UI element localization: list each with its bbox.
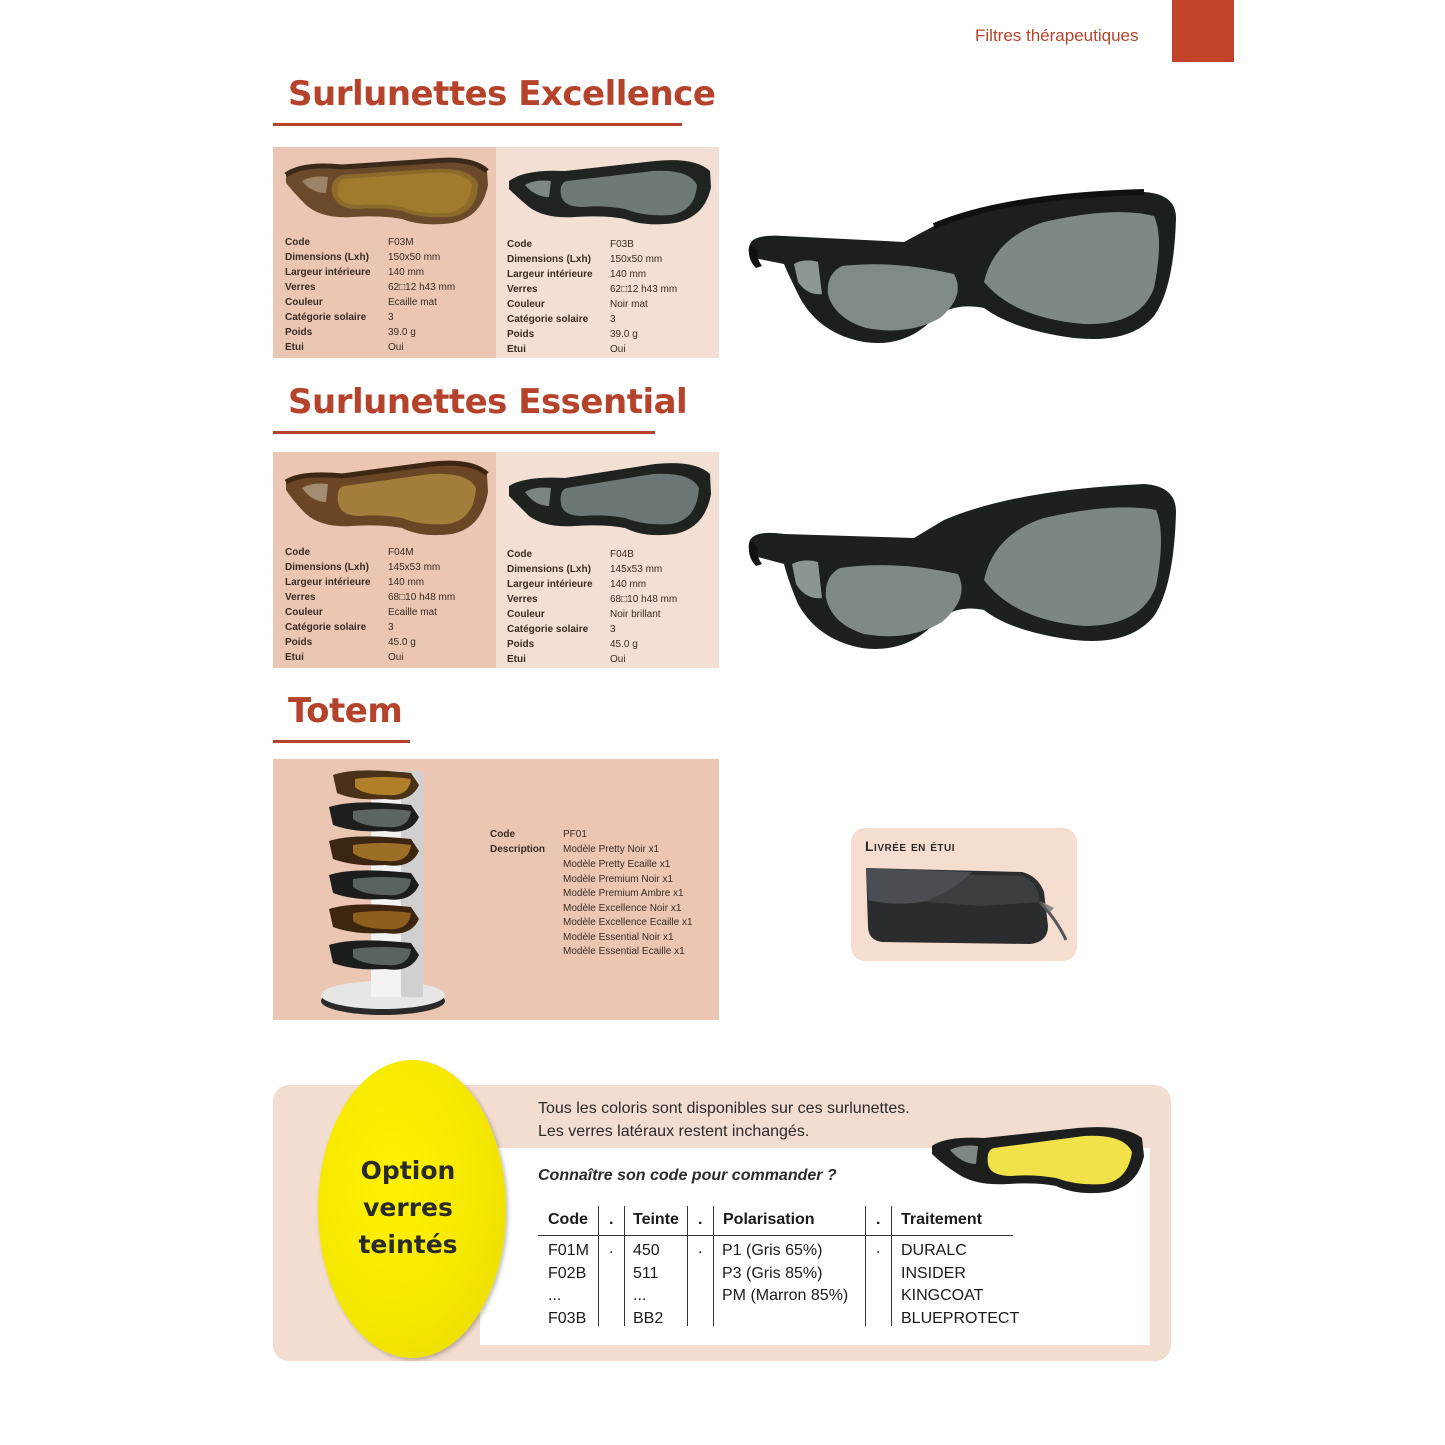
traitement-value: BLUEPROTECT <box>901 1310 1020 1328</box>
product-image-f03b <box>505 153 715 231</box>
spec-key: Verres <box>285 592 316 603</box>
case-image <box>862 862 1070 952</box>
option-info-2: Les verres latéraux restent inchangés. <box>538 1123 810 1140</box>
spec-value: 145x53 mm <box>388 562 441 573</box>
table-divider <box>713 1206 714 1326</box>
totem-display-image <box>315 763 455 1018</box>
table-divider <box>891 1206 892 1326</box>
spec-key: Dimensions (Lxh) <box>285 252 369 263</box>
spec-value: Oui <box>610 344 626 355</box>
totem-title: Totem <box>288 691 403 731</box>
polarisation-value: PM (Marron 85%) <box>722 1287 849 1305</box>
spec-key: Largeur intérieure <box>507 269 593 280</box>
product-photo-essential <box>744 480 1184 660</box>
spec-key: Code <box>507 239 532 250</box>
code-value: F03B <box>548 1310 587 1328</box>
spec-value: 140 mm <box>610 579 647 590</box>
option-badge-line: Option <box>360 1156 456 1185</box>
spec-table-f04b <box>507 547 712 667</box>
excellence-title: Surlunettes Excellence <box>288 74 716 114</box>
totem-underline <box>273 740 410 743</box>
code-column <box>548 1240 589 1331</box>
spec-key: Verres <box>507 284 538 295</box>
product-image-f04m <box>282 458 492 540</box>
code-value: F01M <box>548 1242 589 1259</box>
totem-item: Modèle Excellence Noir x1 <box>563 902 682 914</box>
spec-key: Couleur <box>507 609 545 620</box>
row-separator-dot: . <box>609 1240 614 1257</box>
col-header-teinte: Teinte <box>633 1211 679 1228</box>
spec-value: 3 <box>610 624 616 635</box>
spec-key: Poids <box>285 637 313 648</box>
table-divider <box>865 1206 866 1326</box>
order-question: Connaître son code pour commander ? <box>538 1167 837 1184</box>
spec-key: Poids <box>285 327 313 338</box>
spec-table-f04m <box>285 545 490 665</box>
polarisation-column <box>722 1240 848 1308</box>
row-separator-dot: . <box>876 1240 881 1257</box>
section-header: Filtres thérapeutiques <box>975 26 1139 45</box>
spec-value: 140 mm <box>388 577 425 588</box>
product-image-f04b <box>505 458 715 540</box>
option-badge-line: teintés <box>358 1230 458 1259</box>
spec-key: Verres <box>507 594 538 605</box>
totem-item: Modèle Pretty Ecaille x1 <box>563 859 671 870</box>
traitement-column <box>901 1240 1019 1331</box>
spec-value: 150x50 mm <box>388 252 441 263</box>
case-title: Livrée en étui <box>865 838 956 854</box>
totem-item: Modèle Essential Ecaille x1 <box>563 946 685 957</box>
totem-item: Modèle Premium Noir x1 <box>563 873 674 885</box>
totem-desc-label: Description <box>490 844 546 855</box>
option-badge-text <box>340 1152 476 1263</box>
spec-value: 45.0 g <box>610 639 638 650</box>
spec-key: Largeur intérieure <box>285 267 371 278</box>
spec-value: 68□10 h48 mm <box>388 592 456 603</box>
col-header-code: Code <box>548 1211 588 1228</box>
spec-value: 140 mm <box>388 267 425 278</box>
essential-title: Surlunettes Essential <box>288 382 688 422</box>
spec-value: Ecaille mat <box>388 297 437 308</box>
traitement-value: INSIDER <box>901 1264 966 1282</box>
spec-key: Catégorie solaire <box>285 312 367 323</box>
teinte-value: ... <box>633 1287 647 1305</box>
spec-key: Couleur <box>507 299 545 310</box>
header-tab <box>1172 0 1234 62</box>
teinte-column <box>633 1240 663 1331</box>
spec-value: 68□10 h48 mm <box>610 594 678 605</box>
spec-table-f03b <box>507 237 712 357</box>
totem-item: Modèle Pretty Noir x1 <box>563 844 660 855</box>
spec-value: 62□12 h43 mm <box>388 282 456 293</box>
spec-value: F04B <box>610 549 634 560</box>
spec-value: 3 <box>388 312 394 323</box>
spec-key: Largeur intérieure <box>507 579 593 590</box>
col-separator-dot: . <box>698 1211 703 1228</box>
totem-code-label: Code <box>490 829 515 840</box>
spec-key: Dimensions (Lxh) <box>507 564 591 575</box>
spec-value: F04M <box>388 547 414 558</box>
spec-value: 39.0 g <box>388 327 416 338</box>
essential-underline <box>273 431 655 434</box>
spec-key: Etui <box>507 654 526 665</box>
spec-value: 45.0 g <box>388 637 416 648</box>
spec-value: Oui <box>610 654 626 665</box>
col-header-polarisation: Polarisation <box>723 1211 815 1228</box>
totem-item: Modèle Essential Noir x1 <box>563 931 674 943</box>
spec-key: Etui <box>507 344 526 355</box>
totem-item: Modèle Excellence Ecaille x1 <box>563 917 693 928</box>
spec-value: 3 <box>610 314 616 325</box>
option-badge-line: verres <box>363 1193 453 1222</box>
spec-value: 62□12 h43 mm <box>610 284 678 295</box>
spec-value: Noir brillant <box>610 609 661 620</box>
code-value: ... <box>548 1287 562 1305</box>
spec-value: 150x50 mm <box>610 254 663 265</box>
spec-key: Couleur <box>285 297 323 308</box>
spec-key: Etui <box>285 342 304 353</box>
spec-value: F03B <box>610 239 634 250</box>
table-header-rule <box>538 1235 1013 1236</box>
col-header-traitement: Traitement <box>901 1211 982 1228</box>
spec-key: Code <box>507 549 532 560</box>
col-separator-dot: . <box>876 1211 881 1228</box>
table-divider <box>624 1206 625 1326</box>
spec-value: Oui <box>388 652 404 663</box>
spec-value: Oui <box>388 342 404 353</box>
spec-key: Dimensions (Lxh) <box>507 254 591 265</box>
teinte-value: 511 <box>633 1264 659 1282</box>
spec-key: Poids <box>507 639 535 650</box>
spec-table-f03m <box>285 235 490 355</box>
row-separator-dot: . <box>698 1240 703 1257</box>
spec-key: Catégorie solaire <box>507 624 589 635</box>
polarisation-value: P1 (Gris 65%) <box>722 1242 823 1259</box>
spec-value: Ecaille mat <box>388 607 437 618</box>
traitement-value: KINGCOAT <box>901 1287 984 1305</box>
spec-key: Code <box>285 547 310 558</box>
spec-key: Code <box>285 237 310 248</box>
spec-value: 140 mm <box>610 269 647 280</box>
totem-code-value: PF01 <box>563 829 587 840</box>
spec-value: 145x53 mm <box>610 564 663 575</box>
spec-key: Catégorie solaire <box>507 314 589 325</box>
teinte-value: 450 <box>633 1242 660 1259</box>
product-image-f03m <box>282 153 492 231</box>
teinte-value: BB2 <box>633 1310 664 1328</box>
code-value: F02B <box>548 1264 587 1282</box>
table-divider <box>598 1206 599 1326</box>
spec-value: 39.0 g <box>610 329 638 340</box>
col-separator-dot: . <box>609 1211 614 1228</box>
product-photo-excellence <box>744 178 1184 353</box>
spec-key: Catégorie solaire <box>285 622 367 633</box>
spec-key: Dimensions (Lxh) <box>285 562 369 573</box>
option-info-1: Tous les coloris sont disponibles sur ces surlunettes. <box>538 1100 910 1117</box>
spec-key: Etui <box>285 652 304 663</box>
spec-key: Verres <box>285 282 316 293</box>
traitement-value: DURALC <box>901 1242 967 1259</box>
spec-value: 3 <box>388 622 394 633</box>
spec-key: Largeur intérieure <box>285 577 371 588</box>
table-divider <box>687 1206 688 1326</box>
yellow-lens-glasses-image <box>928 1120 1150 1198</box>
spec-value: F03M <box>388 237 414 248</box>
polarisation-value: P3 (Gris 85%) <box>722 1264 823 1282</box>
totem-item: Modèle Premium Ambre x1 <box>563 888 684 899</box>
spec-key: Poids <box>507 329 535 340</box>
spec-key: Couleur <box>285 607 323 618</box>
totem-spec <box>490 827 715 959</box>
spec-value: Noir mat <box>610 299 648 310</box>
excellence-underline <box>273 123 682 126</box>
